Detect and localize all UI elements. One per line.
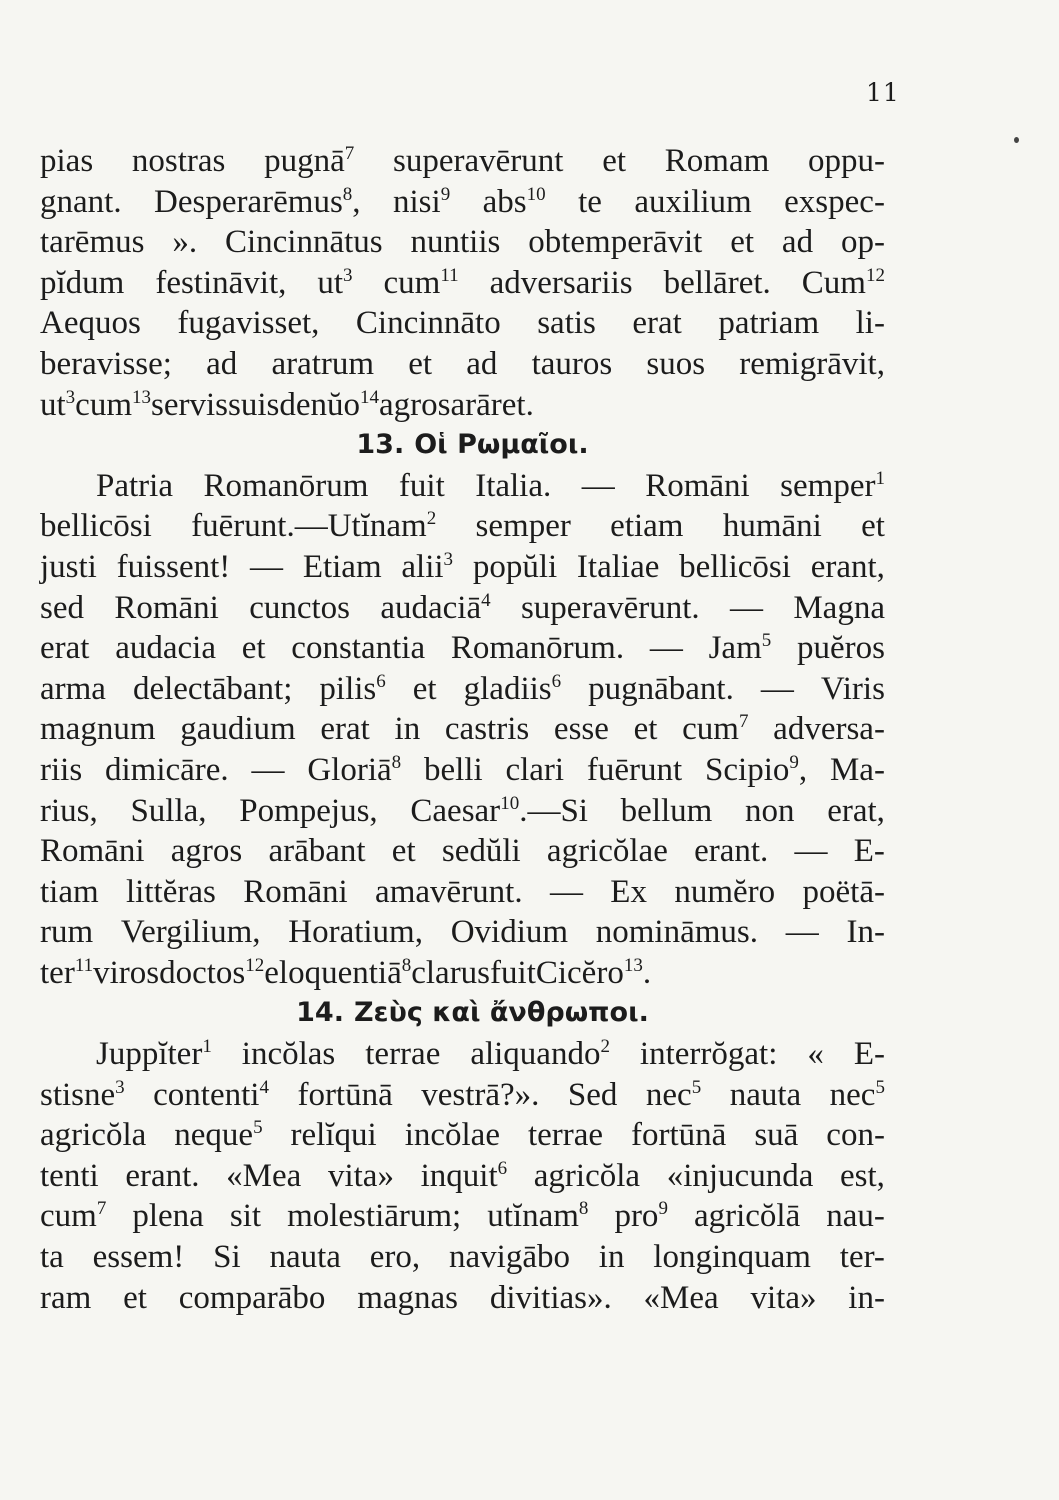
text-line: pias nostras pugnā$^7$ superavērunt et Romam oppu-: [40, 143, 885, 179]
text-line: agricŏla neque$^5$ relĭqui incŏlae terrae fortūnā suā con-: [40, 1117, 885, 1154]
paragraph-juppiter: [40, 1034, 885, 1318]
text-line: gnant. Desperarēmus$^8$, nisi$^9$ abs$^{10}$ te auxilium exspec-: [40, 183, 885, 220]
text-line: ta essem! Si nauta ero, navigābo in longinquam ter-: [40, 1239, 885, 1276]
text-line: tarēmus ». Cincinnātus nuntiis obtemperāvit et ad op-: [40, 224, 885, 261]
text-line: ram et comparābo magnas divitias». «Mea vita» in-: [40, 1279, 885, 1316]
text-line: pĭdum festināvit, $ut^3$ cum$^{11}$ adversariis bellāret. Cum$^{12}$: [40, 264, 885, 301]
text-line: arma delectābant; pilis$^6$ et gladiis$^6$ pugnābant. — Viris: [40, 670, 885, 707]
text-line: Aequos fugavisset, Cincinnāto satis erat patriam li-: [40, 305, 885, 342]
text-line: beravisse; ad aratrum et ad tauros suos remigrāvit,: [40, 345, 885, 382]
text-line: bellicōsi fuērunt.—Utĭnam$^2$ semper etiam humāni et: [40, 508, 885, 545]
text-line: magnum gaudium erat in castris esse et cum$^7$ adversa-: [40, 711, 885, 748]
paragraph-romani: [40, 466, 885, 994]
text-line: cum$^7$ plena sit molestiārum; utĭnam$^8$ pro$^9$ agricŏlā nau-: [40, 1198, 885, 1235]
text-line: justi fuissent! — Etiam alii$^3$ popŭli Italiae bellicōsi erant,: [40, 548, 885, 585]
text-line: stisne$^3$ contenti$^4$ fortūnā vestrā?». Sed nec$^5$ nauta nec$^5$: [40, 1076, 885, 1113]
ink-speck: [1014, 137, 1019, 143]
section-number: 13.: [356, 429, 405, 461]
text-line: rius, Sulla, Pompejus, Caesar$^{10}$.—Si bellum non erat,: [40, 792, 885, 829]
text-line: riis dimicāre. — Gloriā$^8$ belli clari fuērunt Scipio$^9$, Ma-: [40, 751, 885, 788]
text-line: Patria Romanōrum fuit Italia. — Romāni semper$^1$: [96, 467, 885, 504]
page-number: 11: [866, 78, 900, 107]
text-line: Juppĭter$^1$ incŏlas terrae aliquando$^2$ interrŏgat: « E-: [96, 1036, 885, 1073]
text-line: sed Romāni cunctos audaciā$^4$ superavērunt. — Magna: [40, 589, 885, 626]
text-line: Romāni agros arābant et sedŭli agricŏlae erant. — E-: [40, 833, 885, 870]
text-line: ter$^{11}$ viros doctos$^{12}$ eloquentiā$^8$ clarus fuit Cicĕro$^{13}$.: [40, 954, 652, 991]
section-title: Οἱ Ρωμαῖοι.: [414, 429, 589, 461]
section-heading-14: [40, 993, 885, 1034]
text-line: $ut^3$ cum$^{13}$ servis suis denŭo$^{14}$ agros arāret.: [40, 386, 534, 423]
section-title: Ζεὺς καὶ ἄνθρωποι.: [353, 997, 649, 1029]
section-heading-13: [40, 425, 885, 466]
section-number: 14.: [296, 997, 344, 1029]
paragraph-cincinnatus: [40, 141, 885, 425]
page-body: [40, 141, 885, 1318]
text-line: erat audacia et constantia Romanōrum. — Jam$^5$ puĕros: [40, 630, 885, 667]
text-line: tiam littĕras Romāni amavērunt. — Ex numĕro poëtā-: [40, 873, 885, 910]
text-line: tenti erant. «Mea vita» inquit$^6$ agricŏla «injucunda est,: [40, 1157, 885, 1194]
text-line: rum Vergilium, Horatium, Ovidium nomināmus. — In-: [40, 914, 885, 951]
